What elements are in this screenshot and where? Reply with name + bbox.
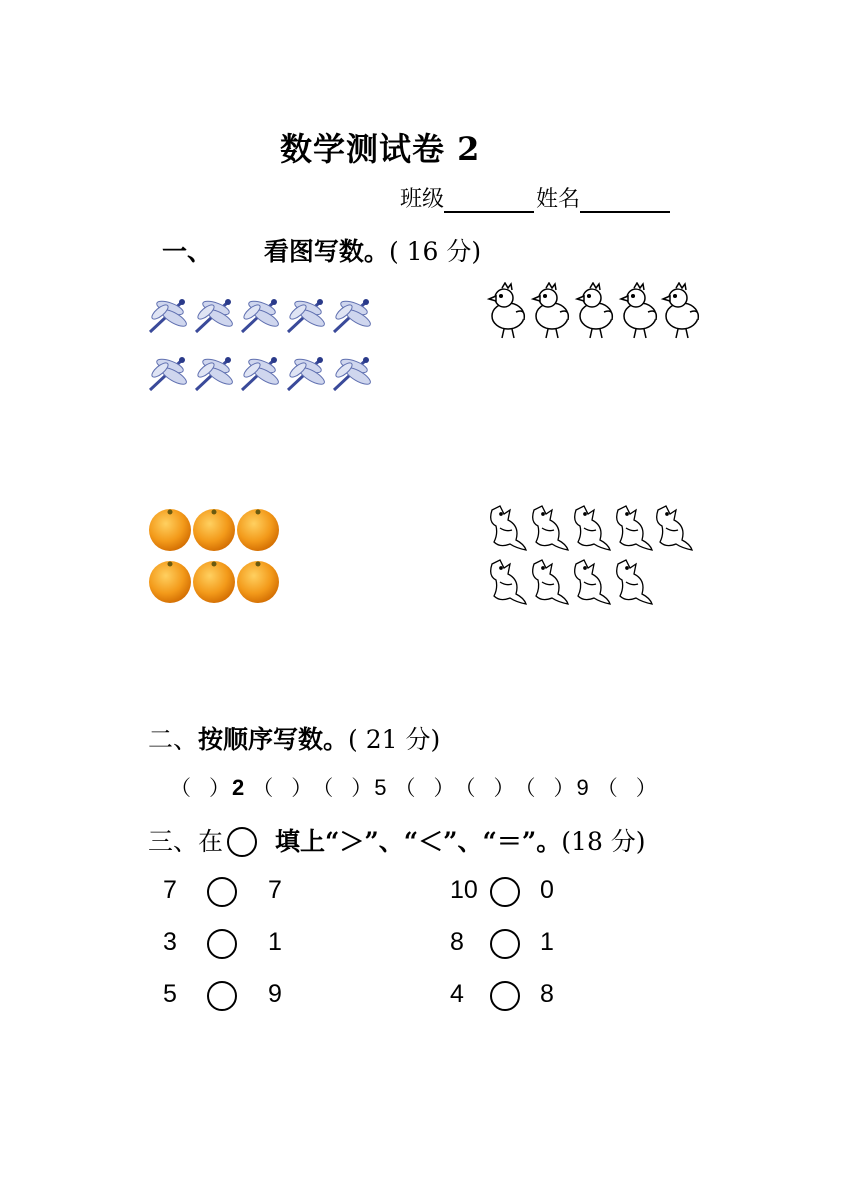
chick-group [486,282,706,346]
compare-circle[interactable] [207,929,237,959]
orange-icon [149,509,191,551]
section-3-index: 三、在 [148,827,224,856]
seq-open[interactable]: （ [312,777,334,800]
section-2-heading [148,720,440,756]
compare-right: 0 [540,876,554,904]
bird-icon [491,560,526,604]
compare-right: 7 [268,876,282,904]
compare-circle[interactable] [207,981,237,1011]
section-3-heading [148,822,646,861]
bird-icon [491,506,526,550]
chick-icon [663,283,698,338]
compare-circle[interactable] [490,877,520,907]
bird-icon [617,560,652,604]
dragonfly-icon [196,357,235,390]
name-blank[interactable] [580,189,670,213]
compare-circle[interactable] [207,877,237,907]
seq-open[interactable]: （ [170,777,191,800]
bird-icon [617,506,652,550]
circle-icon [227,827,257,857]
compare-circle[interactable] [490,929,520,959]
dragonfly-icon [288,357,327,390]
bird-icon [533,506,568,550]
compare-circle[interactable] [490,981,520,1011]
orange-icon [237,561,279,603]
compare-right: 1 [540,928,554,956]
compare-right: 1 [268,928,282,956]
chick-icon [621,283,656,338]
orange-icon [237,509,279,551]
compare-right: 8 [540,980,554,1008]
orange-icon [193,509,235,551]
seq-open[interactable]: （ [454,777,476,800]
chick-icon [489,283,524,338]
compare-left: 4 [450,980,464,1008]
section-1-score: ( 16 分) [388,237,482,266]
dragonfly-icon [288,299,327,332]
class-label: 班级 [400,187,445,212]
seq-number-2: 2 [232,775,245,800]
number-sequence: （ ）2 （ ）（ ）5 （ ）（ ）（ ）9 （ ） [170,772,657,802]
compare-left: 7 [163,876,177,904]
compare-left: 3 [163,928,177,956]
dragonfly-icon [150,357,189,390]
seq-open[interactable]: （ [252,777,274,800]
bird-icon [657,506,692,550]
dragonfly-icon [150,299,189,332]
section-2-score: ( 21 分) [348,725,441,754]
section-1-index: 一、 [162,237,213,266]
seq-open[interactable]: （ [394,777,416,800]
chick-icon [533,283,568,338]
seq-open[interactable]: （ [514,777,536,800]
dragonfly-group [148,296,378,404]
seq-number-9: 9 [576,775,589,800]
seq-open[interactable]: （ [596,777,618,800]
compare-right: 9 [268,980,282,1008]
bird-icon [533,560,568,604]
orange-icon [149,561,191,603]
bird-icon [575,560,610,604]
section-1-title: 看图写数。 [263,237,389,266]
dragonfly-icon [334,357,373,390]
class-name-line [400,182,672,213]
orange-icon [193,561,235,603]
compare-left: 5 [163,980,177,1008]
dragonfly-icon [334,299,373,332]
section-3-title: 填上“＞”、“＜”、“＝”。 [275,827,562,856]
name-label: 姓名 [536,187,581,212]
dragonfly-icon [242,299,281,332]
class-blank[interactable] [444,189,534,213]
compare-left: 8 [450,928,464,956]
dragonfly-icon [242,357,281,390]
dragonfly-icon [196,299,235,332]
bird-group [486,504,700,612]
section-3-score: (18 分) [561,827,646,856]
compare-left: 10 [450,876,478,904]
section-2-index: 二、 [148,725,199,754]
section-1-heading [162,232,481,268]
page-title: 数学测试卷 2 [280,130,481,168]
seq-number-5: 5 [374,775,387,800]
chick-icon [577,283,612,338]
orange-group [148,508,284,610]
section-2-title: 按顺序写数。 [198,725,349,754]
bird-icon [575,506,610,550]
